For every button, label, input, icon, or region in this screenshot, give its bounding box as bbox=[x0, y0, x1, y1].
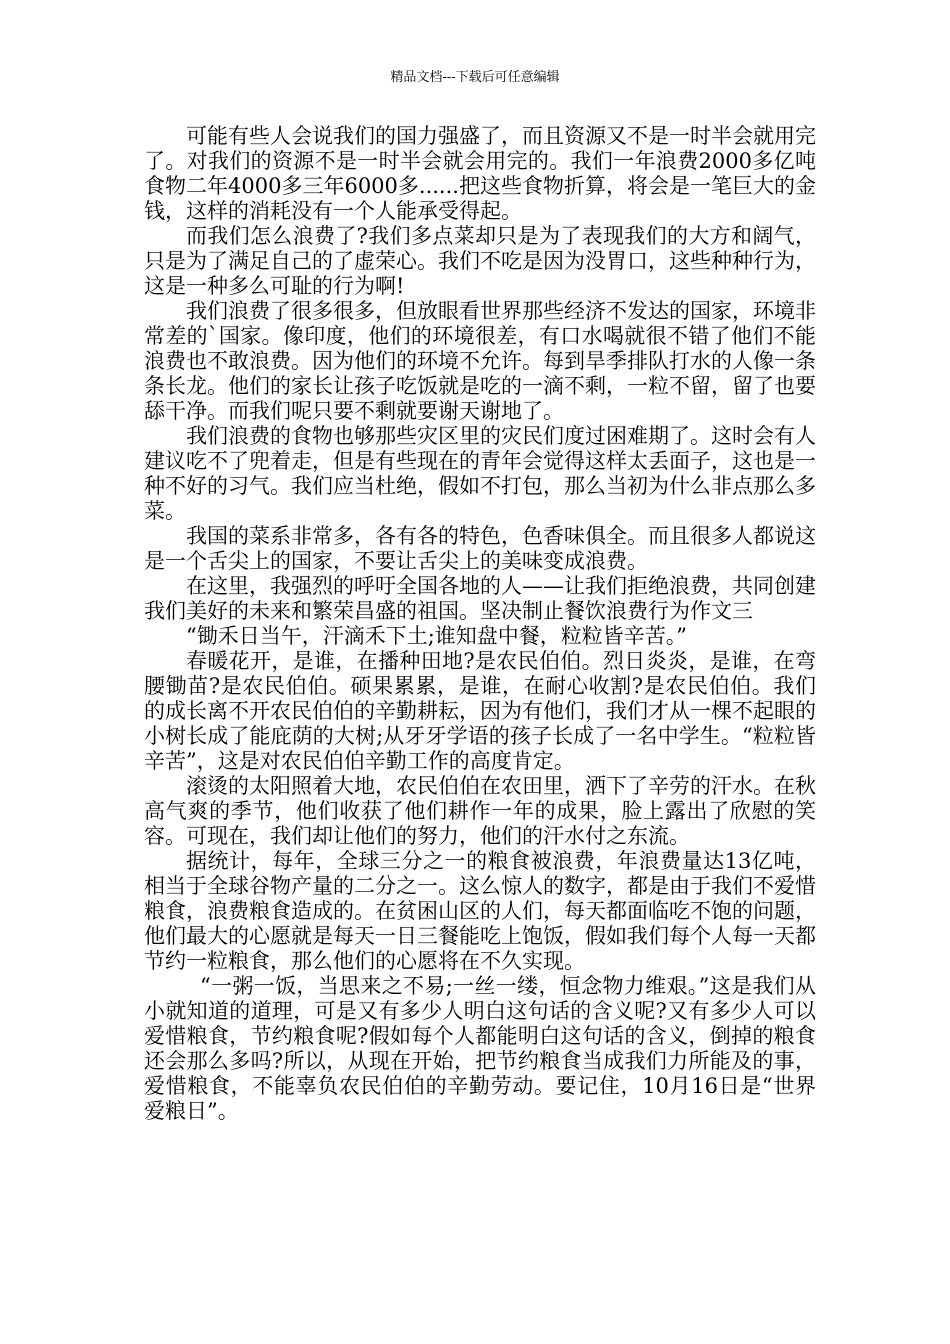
article-body bbox=[144, 124, 816, 1124]
paragraph: “一粥一饭，当思来之不易;一丝一缕，恒念物力维艰。”这是我们从小就知道的道理，可是又有多少人明白这句话的含义呢?又有多少人可以爱惜粮食，节约粮食呢?假如每个人都能明白这句话的含义，倒掉的粮食还会那么多吗?所以，从现在开始，把节约粮食当成我们力所能及的事，爱惜粮食，不能辜负农民伯伯的辛勤劳动。要记住，10月16日是“世界爱粮日”。 bbox=[144, 974, 816, 1123]
paragraph: 我们浪费的食物也够那些灾区里的灾民们度过困难期了。这时会有人建议吃不了兜着走，但是有些现在的青年会觉得这样太丢面子，这也是一种不好的习气。我们应当杜绝，假如不打包，那么当初为什么非点那么多菜。 bbox=[144, 424, 816, 523]
paragraph: 在这里，我强烈的呼吁全国各地的人——让我们拒绝浪费，共同创建我们美好的未来和繁荣昌盛的祖国。坚决制止餐饮浪费行为作文三 bbox=[144, 574, 816, 623]
paragraph: 我国的菜系非常多，各有各的特色，色香味俱全。而且很多人都说这是一个舌尖上的国家，不要让舌尖上的美味变成浪费。 bbox=[144, 524, 816, 573]
paragraph: 我们浪费了很多很多，但放眼看世界那些经济不发达的国家，环境非常差的`国家。像印度，他们的环境很差，有口水喝就很不错了他们不能浪费也不敢浪费。因为他们的环境不允许。每到旱季排队打水的人像一条条长龙。他们的家长让孩子吃饭就是吃的一滴不剩，一粒不留，留了也要舔干净。而我们呢只要不剩就要谢天谢地了。 bbox=[144, 299, 816, 423]
paragraph: 春暖花开，是谁，在播种田地?是农民伯伯。烈日炎炎，是谁，在弯腰锄苗?是农民伯伯。硕果累累，是谁，在耐心收割?是农民伯伯。我们的成长离不开农民伯伯的辛勤耕耘，因为有他们，我们才从一棵不起眼的小树长成了能庇荫的大树;从牙牙学语的孩子长成了一名中学生。“粒粒皆辛苦”，这是对农民伯伯辛勤工作的高度肯定。 bbox=[144, 649, 816, 773]
poem-quote: “锄禾日当午，汗滴禾下土;谁知盘中餐，粒粒皆辛苦。” bbox=[186, 624, 688, 648]
paragraph: 而我们怎么浪费了?我们多点菜却只是为了表现我们的大方和阔气，只是为了满足自己的了虚荣心。我们不吃是因为没胃口，这些种种行为，这是一种多么可耻的行为啊! bbox=[144, 224, 816, 298]
paragraph: 滚烫的太阳照着大地，农民伯伯在农田里，洒下了辛劳的汗水。在秋高气爽的季节，他们收获了他们耕作一年的成果，脸上露出了欣慰的笑容。可现在，我们却让他们的努力，他们的汗水付之东流。 bbox=[144, 774, 816, 848]
page-header: 精品文档---下载后可任意编辑 bbox=[390, 70, 560, 85]
paragraph: 可能有些人会说我们的国力强盛了，而且资源又不是一时半会就用完了。对我们的资源不是一时半会就会用完的。我们一年浪费2000多亿吨食物二年4000多三年6000多......把这些食物折算，将会是一笔巨大的金钱，这样的消耗没有一个人能承受得起。 bbox=[144, 124, 816, 223]
paragraph: 据统计，每年，全球三分之一的粮食被浪费，年浪费量达13亿吨，相当于全球谷物产量的二分之一。这么惊人的数字，都是由于我们不爱惜粮食，浪费粮食造成的。在贫困山区的人们，每天都面临吃不饱的问题，他们最大的心愿就是每天一日三餐能吃上饱饭，假如我们每个人每一天都节约一粒粮食，那么他们的心愿将在不久实现。 bbox=[144, 849, 816, 973]
